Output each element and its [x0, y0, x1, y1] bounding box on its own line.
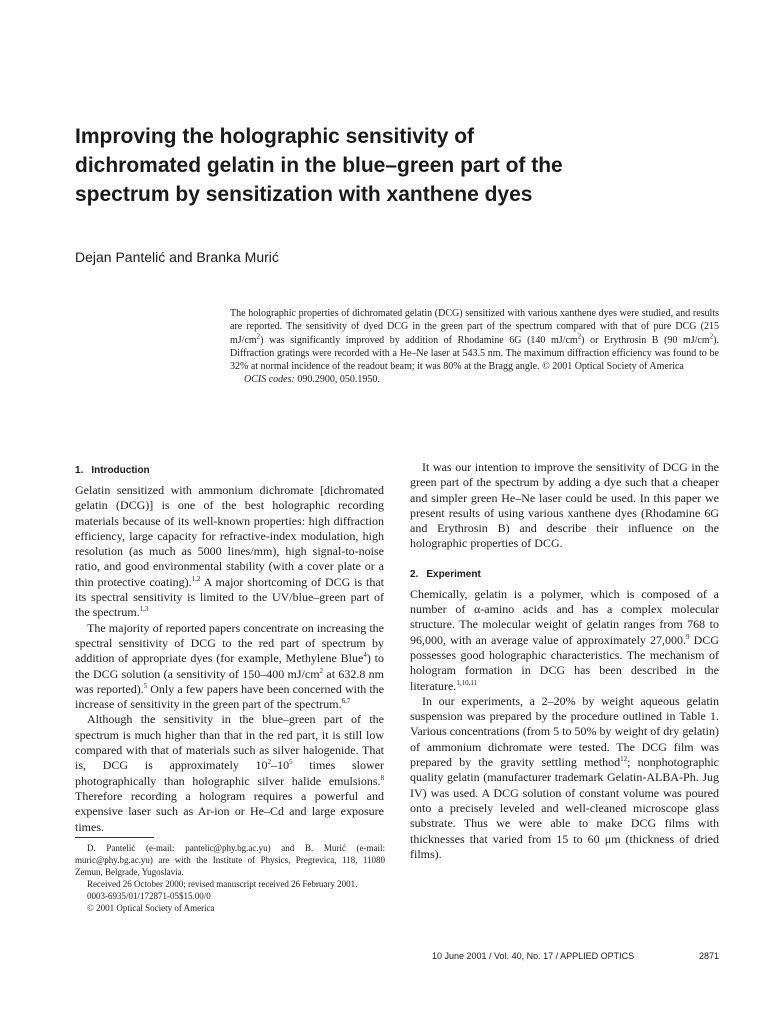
column-left	[75, 460, 384, 835]
paragraph: It was our intention to improve the sensitivity of DCG in the green part of the spectrum by adding a dye such that a cheaper and simpler green He–Ne laser could be used. In this paper we present results of using various xanthene dyes (Rhodamine 6G and Erythrosin B) and describe their influence on the holographic properties of DCG.	[410, 460, 719, 551]
section-heading-experiment: 2. Experiment	[410, 568, 481, 580]
footnote-received: Received 26 October 2000; revised manuscript received 26 February 2001.	[87, 879, 358, 889]
footnote-affiliation: D. Pantelić (e-mail: pantelic@phy.bg.ac.yu) and B. Murić (e-mail: muric@phy.bg.ac.yu) are with the Institute of Physics, Pregrevica, 118, 11080 Zemun, Belgrade, Yugoslavia.	[75, 843, 385, 877]
paragraph: Gelatin sensitized with ammonium dichromate [dichromated gelatin (DCG)] is one of the best holographic recording materials because of its well-known properties: high diffraction efficiency, large capacity for refractive-index modulation, high resolution (as much as 5000 lines/mm), high signal-to-noise ratio, and good environmental stability (with a cover plate or a thin protective coating).$^{1,2}$ A major shortcoming of DCG is that its spectral sensitivity is limited to the UV/blue–green part of the spectrum.$^{1,3}$	[75, 483, 384, 620]
ocis-codes: OCIS codes: 090.2900, 050.1950.	[244, 374, 380, 386]
paragraph: In our experiments, a 2–20% by weight aqueous gelatin suspension was prepared by the procedure outlined in Table 1. Various concentrations (from 5 to 50% by weight of dry gelatin) of ammonium dichromate were tested. The DCG film was prepared by the gravity settling method$^{12}$; nonphotographic quality gelatin (manufacturer trademark Gelatin-ALBA-Ph. Jug IV) was used. A DCG solution of constant volume was poured onto a precisely leveled and well-cleaned microscope glass substrate. Thus we were able to make DCG films with thicknesses that varied from 15 to 60 μm (thickness of dried films).	[410, 693, 719, 861]
footnote-copyright: © 2001 Optical Society of America	[87, 903, 215, 913]
article-title	[75, 122, 715, 209]
title-line: spectrum by sensitization with xanthene dyes	[75, 183, 533, 206]
title-line: dichromated gelatin in the blue–green part of the	[75, 154, 563, 177]
page-number: 2871	[698, 951, 719, 961]
paragraph: Chemically, gelatin is a polymer, which is composed of a number of α-amino acids and has a complex molecular structure. The molecular weight of gelatin ranges from 768 to 96,000, with an average value of approximately 27,000.$^9$ DCG possesses good holographic characteristics. The mechanism of hologram formation in DCG has been described in the literature.$^{1,10,11}$	[410, 586, 719, 693]
footnotes	[75, 842, 385, 914]
page-footer	[432, 951, 719, 961]
section-heading-introduction: 1. Introduction	[75, 465, 150, 476]
paragraph: Although the sensitivity in the blue–green part of the spectrum is much higher than that in the red part, it is still low compared with that of materials such as silver halogenide. That is, DCG is approximately $10^2-10^5$ times slower photographically than holographic silver halide emulsions.$^8$ Therefore recording a hologram requires a powerful and expensive laser such as Ar-ion or He–Cd and large exposure times.	[75, 712, 385, 834]
footnote-divider	[75, 837, 154, 838]
abstract: The holographic properties of dichromated gelatin (DCG) sensitized with various xanthene dyes were studied, and results are reported. The sensitivity of dyed DCG in the green part of the spectrum compared with that of pure DCG (215 $mJ/cm^2$) was significantly improved by addition of Rhodamine 6G (140 $mJ/cm^2$) or Erythrosin B (90 $mJ/cm^2$). Diffraction gratings were recorded with a He–Ne laser at 543.5 nm. The maximum diffraction efficiency was found to be 32% at normal incidence of the readout beam; it was 80% at the Bragg angle. © 2001 Optical Society of America OCIS codes: 090.2900, 050.1950.	[230, 308, 719, 386]
journal-info: 10 June 2001 / Vol. 40, No. 17 / APPLIED OPTICS	[432, 951, 635, 961]
title-line: Improving the holographic sensitivity of	[75, 125, 475, 148]
paragraph: The majority of reported papers concentrate on increasing the spectral sensitivity of DCG to the red part of spectrum by addition of appropriate dyes (for example, Methylene Blue$^4$) to the DCG solution (a sensitivity of 150–400 $mJ/cm^2$ at 632.8 nm was reported).$^5$ Only a few papers have been concerned with the increase of sensitivity in the green part of the spectrum.$^{6,7}$	[75, 620, 384, 712]
authors: Dejan Pantelić and Branka Murić	[75, 249, 279, 265]
column-right	[410, 460, 719, 862]
footnote-code: 0003-6935/01/172871-05$15.00/0	[87, 891, 211, 901]
